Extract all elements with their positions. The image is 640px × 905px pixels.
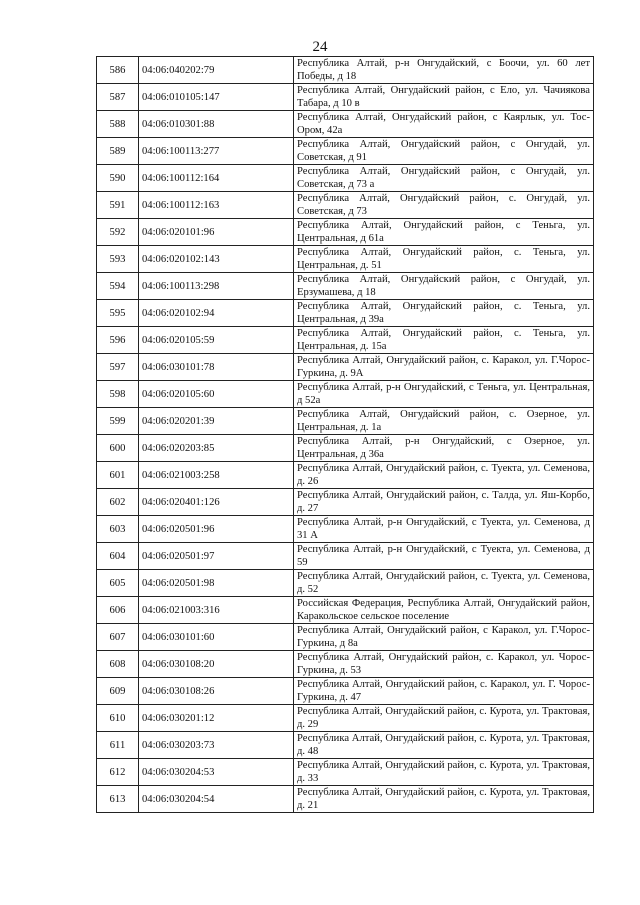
table-row bbox=[97, 759, 594, 786]
row-number-cell: 598 bbox=[97, 381, 139, 408]
cadastral-number-cell: 04:06:040202:79 bbox=[139, 57, 294, 84]
row-number-cell: 587 bbox=[97, 84, 139, 111]
address-cell: Республика Алтай, Онгудайский район, с. Каракол, ул. Г. Чорос-Гуркина, д. 47 bbox=[294, 678, 594, 705]
address-cell: Республика Алтай, Онгудайский район, с Каракол, ул. Г.Чорос-Гуркина, д 8а bbox=[294, 624, 594, 651]
address-cell: Республика Алтай, Онгудайский район, с. Туекта, ул. Семенова, д. 52 bbox=[294, 570, 594, 597]
row-number-cell: 601 bbox=[97, 462, 139, 489]
row-number-cell: 593 bbox=[97, 246, 139, 273]
table-row bbox=[97, 84, 594, 111]
cadastral-number-cell: 04:06:010105:147 bbox=[139, 84, 294, 111]
cadastral-number-cell: 04:06:030101:78 bbox=[139, 354, 294, 381]
row-number-cell: 603 bbox=[97, 516, 139, 543]
row-number-cell: 600 bbox=[97, 435, 139, 462]
address-cell: Российская Федерация, Республика Алтай, Онгудайский район, Каракольское сельское поселение bbox=[294, 597, 594, 624]
cadastral-number-cell: 04:06:030204:53 bbox=[139, 759, 294, 786]
cadastral-number-cell: 04:06:020105:60 bbox=[139, 381, 294, 408]
address-cell: Республика Алтай, р-н Онгудайский, с Озерное, ул. Центральная, д 36а bbox=[294, 435, 594, 462]
address-cell: Республика Алтай, Онгудайский район, с. Курота, ул. Трактовая, д. 33 bbox=[294, 759, 594, 786]
row-number-cell: 596 bbox=[97, 327, 139, 354]
row-number-cell: 590 bbox=[97, 165, 139, 192]
row-number-cell: 589 bbox=[97, 138, 139, 165]
cadastral-number-cell: 04:06:021003:258 bbox=[139, 462, 294, 489]
table-row bbox=[97, 138, 594, 165]
address-cell: Республика Алтай, Онгудайский район, с. Озерное, ул. Центральная, д. 1а bbox=[294, 408, 594, 435]
row-number-cell: 588 bbox=[97, 111, 139, 138]
table-row bbox=[97, 327, 594, 354]
row-number-cell: 607 bbox=[97, 624, 139, 651]
address-cell: Республика Алтай, Онгудайский район, с. Туекта, ул. Семенова, д. 26 bbox=[294, 462, 594, 489]
table-row bbox=[97, 219, 594, 246]
address-cell: Республика Алтай, Онгудайский район, с. Каракол, ул. Чорос-Гуркина, д. 53 bbox=[294, 651, 594, 678]
table-row bbox=[97, 192, 594, 219]
table-row bbox=[97, 246, 594, 273]
cadastral-number-cell: 04:06:020501:98 bbox=[139, 570, 294, 597]
address-cell: Республика Алтай, Онгудайский район, с. Теньга, ул. Центральная, д. 51 bbox=[294, 246, 594, 273]
table-row bbox=[97, 462, 594, 489]
cadastral-number-cell: 04:06:030108:26 bbox=[139, 678, 294, 705]
row-number-cell: 605 bbox=[97, 570, 139, 597]
table-row bbox=[97, 111, 594, 138]
cadastral-number-cell: 04:06:020201:39 bbox=[139, 408, 294, 435]
table-row bbox=[97, 57, 594, 84]
table-row bbox=[97, 354, 594, 381]
address-cell: Республика Алтай, Онгудайский район, с. Каракол, ул. Г.Чорос-Гуркина, д. 9А bbox=[294, 354, 594, 381]
table-row bbox=[97, 651, 594, 678]
row-number-cell: 604 bbox=[97, 543, 139, 570]
address-cell: Республика Алтай, Онгудайский район, с. Теньга, ул. Центральная, д. 15а bbox=[294, 327, 594, 354]
address-cell: Республика Алтай, Онгудайский район, с. Онгудай, ул. Советская, д 73 bbox=[294, 192, 594, 219]
cadastral-number-cell: 04:06:020102:143 bbox=[139, 246, 294, 273]
row-number-cell: 613 bbox=[97, 786, 139, 813]
cadastral-number-cell: 04:06:020105:59 bbox=[139, 327, 294, 354]
row-number-cell: 594 bbox=[97, 273, 139, 300]
cadastral-number-cell: 04:06:030204:54 bbox=[139, 786, 294, 813]
row-number-cell: 610 bbox=[97, 705, 139, 732]
cadastral-number-cell: 04:06:021003:316 bbox=[139, 597, 294, 624]
address-cell: Республика Алтай, Онгудайский район, с Онгудай, ул. Ерзумашева, д 18 bbox=[294, 273, 594, 300]
cadastral-number-cell: 04:06:030108:20 bbox=[139, 651, 294, 678]
row-number-cell: 597 bbox=[97, 354, 139, 381]
cadastral-number-cell: 04:06:100113:298 bbox=[139, 273, 294, 300]
page-number: 24 bbox=[312, 39, 328, 55]
cadastral-number-cell: 04:06:020501:97 bbox=[139, 543, 294, 570]
address-cell: Республика Алтай, Онгудайский район, с. Теньга, ул. Центральная, д 39а bbox=[294, 300, 594, 327]
row-number-cell: 591 bbox=[97, 192, 139, 219]
table-row bbox=[97, 597, 594, 624]
cadastral-number-cell: 04:06:020101:96 bbox=[139, 219, 294, 246]
table-row bbox=[97, 381, 594, 408]
address-cell: Республика Алтай, р-н Онгудайский, с Теньга, ул. Центральная, д 52а bbox=[294, 381, 594, 408]
address-cell: Республика Алтай, Онгудайский район, с Теньга, ул. Центральная, д 61а bbox=[294, 219, 594, 246]
table-row bbox=[97, 408, 594, 435]
cadastral-number-cell: 04:06:030101:60 bbox=[139, 624, 294, 651]
table-row bbox=[97, 732, 594, 759]
row-number-cell: 592 bbox=[97, 219, 139, 246]
row-number-cell: 612 bbox=[97, 759, 139, 786]
address-cell: Республика Алтай, р-н Онгудайский, с Туекта, ул. Семенова, д 31 А bbox=[294, 516, 594, 543]
table-row bbox=[97, 516, 594, 543]
address-cell: Республика Алтай, Онгудайский район, с. Талда, ул. Яш-Корбо, д. 27 bbox=[294, 489, 594, 516]
address-cell: Республика Алтай, р-н Онгудайский, с Боочи, ул. 60 лет Победы, д 18 bbox=[294, 57, 594, 84]
row-number-cell: 608 bbox=[97, 651, 139, 678]
address-cell: Республика Алтай, Онгудайский район, с Ело, ул. Чачиякова Табара, д 10 в bbox=[294, 84, 594, 111]
table-row bbox=[97, 678, 594, 705]
cadastral-number-cell: 04:06:030201:12 bbox=[139, 705, 294, 732]
row-number-cell: 599 bbox=[97, 408, 139, 435]
property-table bbox=[96, 56, 594, 813]
table-row bbox=[97, 489, 594, 516]
cadastral-number-cell: 04:06:020102:94 bbox=[139, 300, 294, 327]
cadastral-number-cell: 04:06:020203:85 bbox=[139, 435, 294, 462]
address-cell: Республика Алтай, р-н Онгудайский, с Туекта, ул. Семенова, д 59 bbox=[294, 543, 594, 570]
table-row bbox=[97, 543, 594, 570]
table-row bbox=[97, 273, 594, 300]
address-cell: Республика Алтай, Онгудайский район, с Онгудай, ул. Советская, д 73 а bbox=[294, 165, 594, 192]
table-row bbox=[97, 435, 594, 462]
row-number-cell: 611 bbox=[97, 732, 139, 759]
address-cell: Республика Алтай, Онгудайский район, с. Курота, ул. Трактовая, д. 29 bbox=[294, 705, 594, 732]
table-row bbox=[97, 624, 594, 651]
row-number-cell: 586 bbox=[97, 57, 139, 84]
address-cell: Республика Алтай, Онгудайский район, с. Курота, ул. Трактовая, д. 21 bbox=[294, 786, 594, 813]
cadastral-number-cell: 04:06:030203:73 bbox=[139, 732, 294, 759]
cadastral-number-cell: 04:06:100112:164 bbox=[139, 165, 294, 192]
property-table-body bbox=[97, 57, 594, 813]
cadastral-number-cell: 04:06:010301:88 bbox=[139, 111, 294, 138]
table-row bbox=[97, 570, 594, 597]
row-number-cell: 595 bbox=[97, 300, 139, 327]
table-row bbox=[97, 165, 594, 192]
table-row bbox=[97, 300, 594, 327]
cadastral-number-cell: 04:06:020501:96 bbox=[139, 516, 294, 543]
row-number-cell: 609 bbox=[97, 678, 139, 705]
address-cell: Республика Алтай, Онгудайский район, с Онгудай, ул. Советская, д 91 bbox=[294, 138, 594, 165]
row-number-cell: 602 bbox=[97, 489, 139, 516]
cadastral-number-cell: 04:06:100112:163 bbox=[139, 192, 294, 219]
row-number-cell: 606 bbox=[97, 597, 139, 624]
cadastral-number-cell: 04:06:100113:277 bbox=[139, 138, 294, 165]
address-cell: Республика Алтай, Онгудайский район, с Каярлык, ул. Тос-Ором, 42а bbox=[294, 111, 594, 138]
cadastral-number-cell: 04:06:020401:126 bbox=[139, 489, 294, 516]
table-row bbox=[97, 705, 594, 732]
table-row bbox=[97, 786, 594, 813]
address-cell: Республика Алтай, Онгудайский район, с. Курота, ул. Трактовая, д. 48 bbox=[294, 732, 594, 759]
